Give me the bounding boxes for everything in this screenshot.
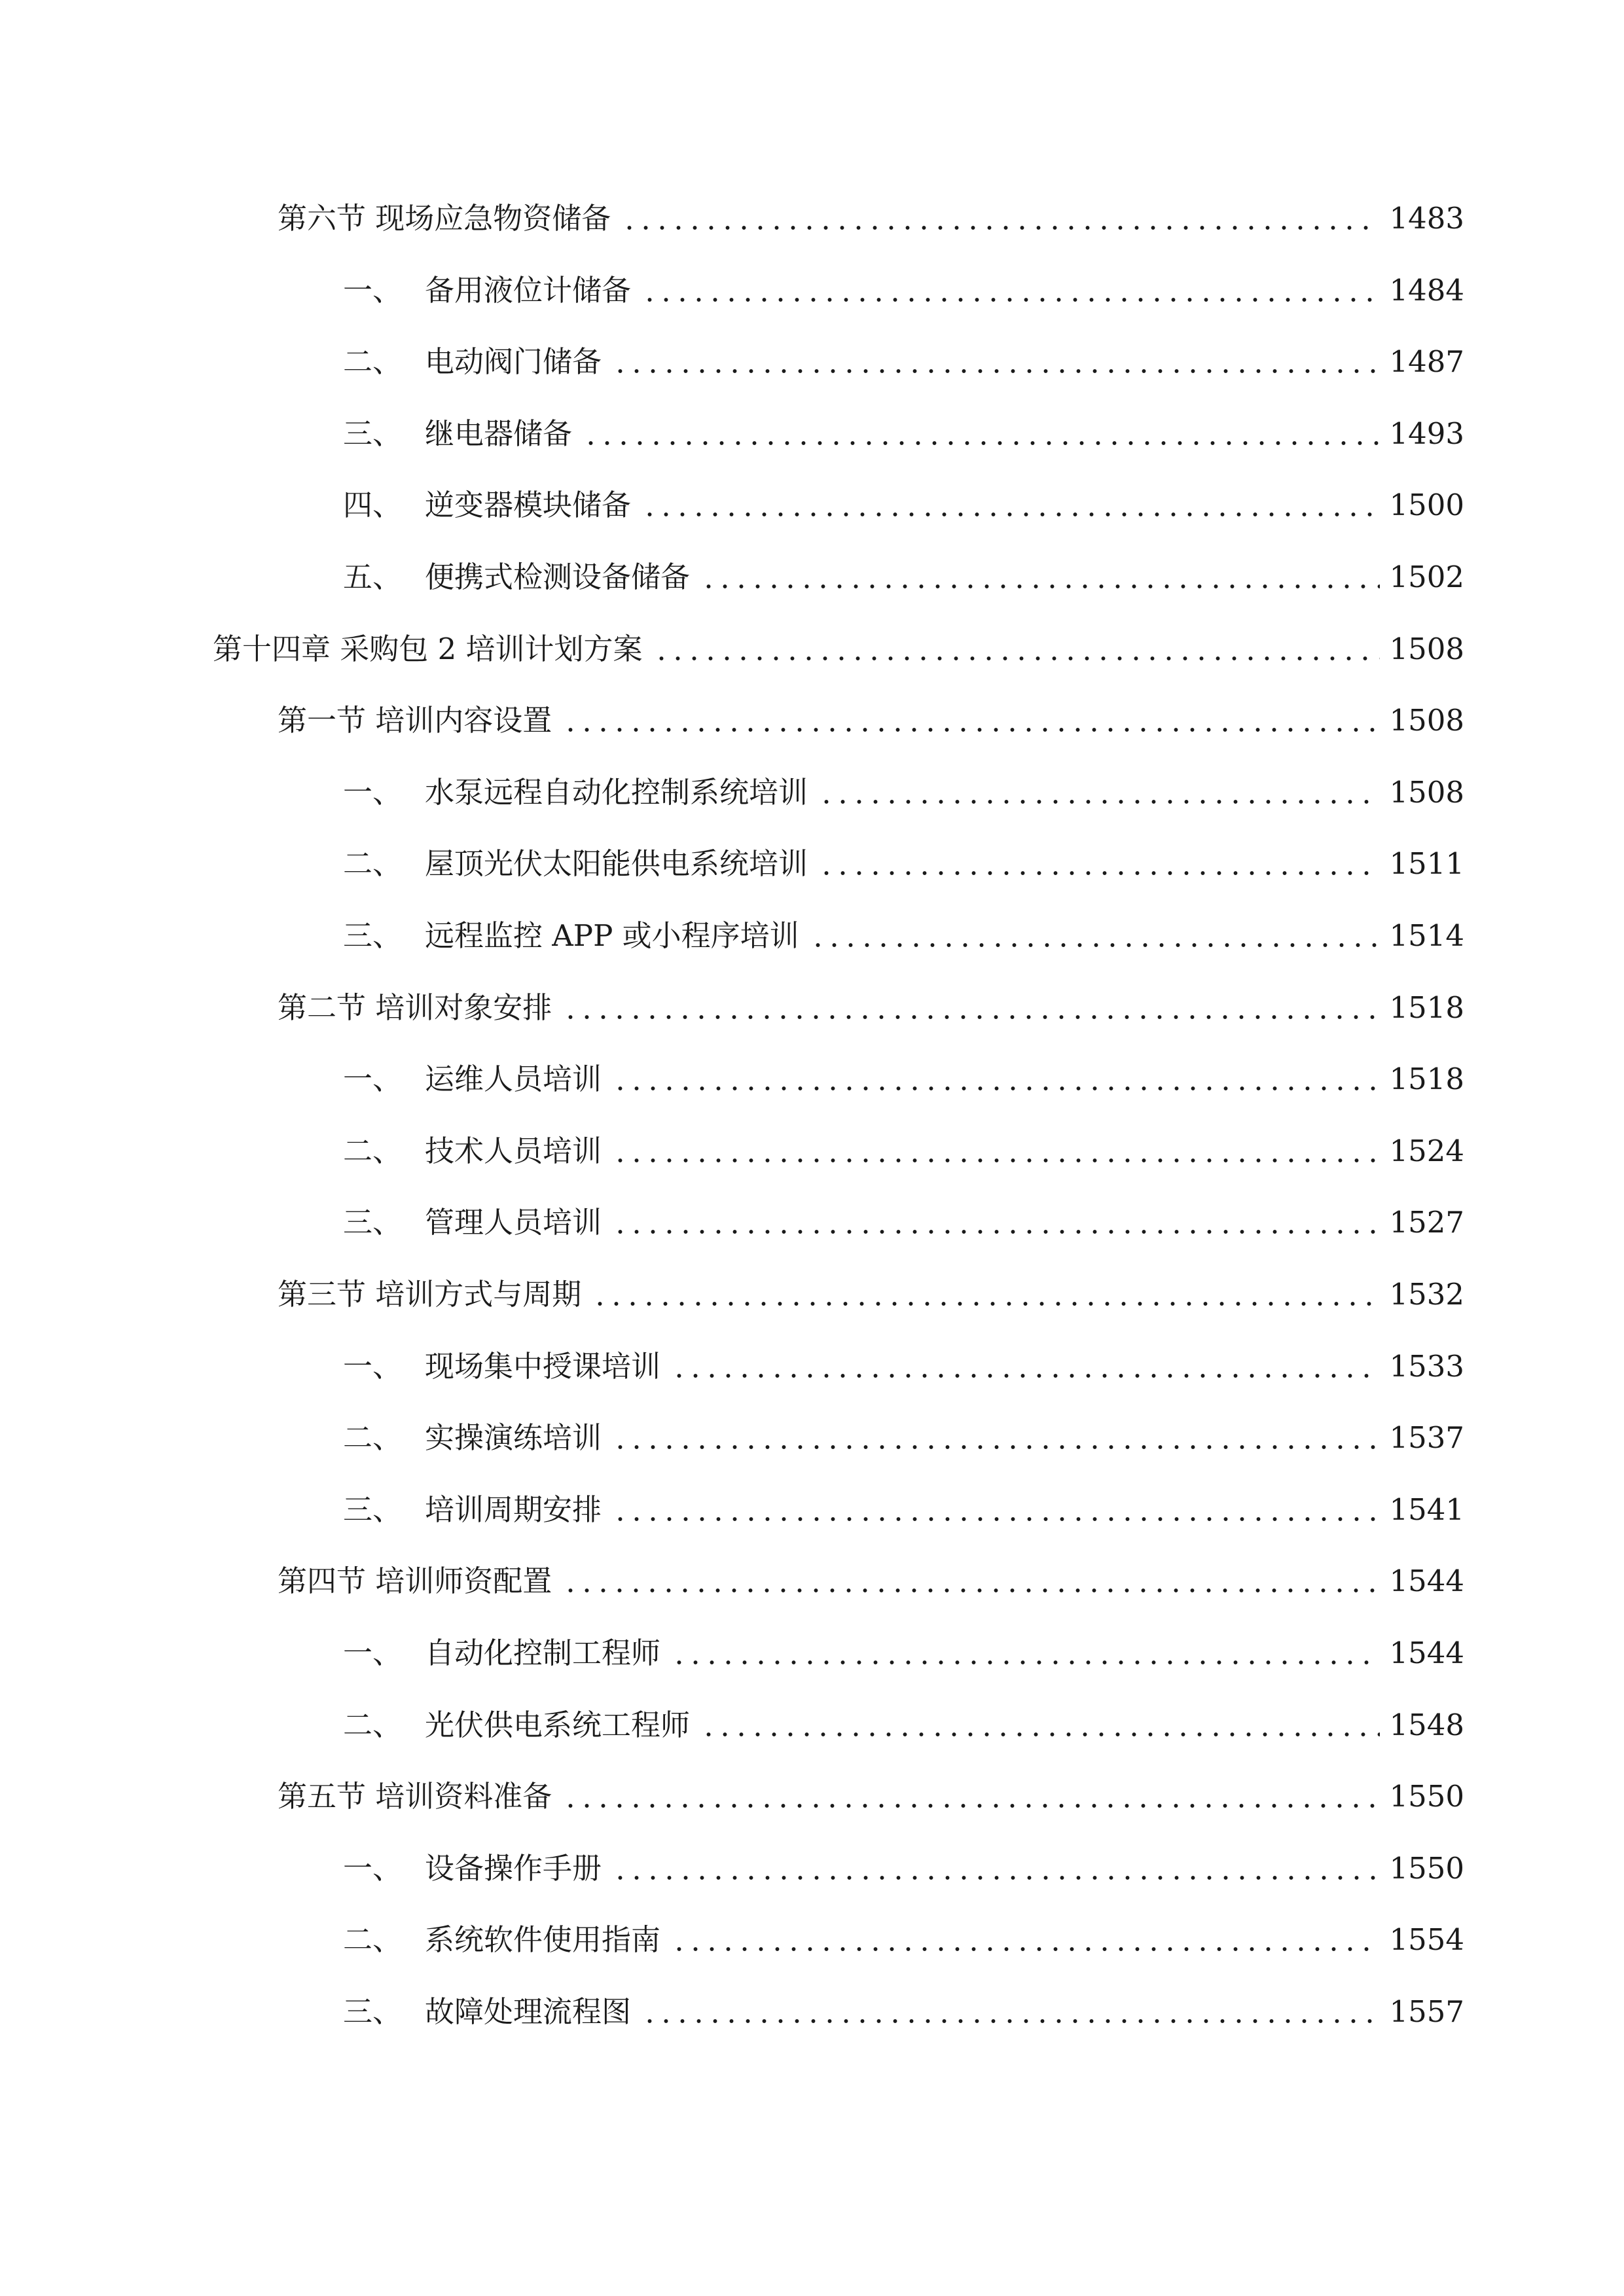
toc-entry[interactable]: [343, 336, 1464, 388]
toc-entry-number: 一、: [343, 1348, 403, 1384]
toc-entry[interactable]: [343, 1986, 1464, 2038]
toc-entry-page-number: 1508: [1389, 631, 1464, 666]
toc-entry-page-number: 1550: [1389, 1850, 1464, 1886]
toc-entry-number: 三、: [343, 1205, 403, 1240]
toc-entry-page-number: 1518: [1389, 990, 1464, 1025]
toc-entry-title: 运维人员培训: [425, 1062, 602, 1097]
toc-entry-page-number: 1502: [1389, 560, 1464, 594]
toc-entry-page-number: 1532: [1389, 1277, 1464, 1312]
toc-entry[interactable]: [343, 1125, 1464, 1177]
dot-leader: [818, 850, 1380, 878]
toc-entry-title: 现场集中授课培训: [425, 1348, 661, 1384]
toc-entry-number: 一、: [343, 272, 403, 308]
toc-entry-title: 水泵远程自动化控制系统培训: [425, 774, 808, 810]
dot-leader: [612, 1424, 1380, 1452]
toc-entry-title: 第一节 培训内容设置: [278, 703, 552, 738]
toc-entry-page-number: 1548: [1389, 1707, 1464, 1742]
toc-entry[interactable]: [278, 1555, 1464, 1607]
toc-entry[interactable]: [343, 551, 1464, 603]
toc-entry-number: 三、: [343, 1994, 403, 2029]
dot-leader: [562, 1782, 1380, 1811]
dot-leader: [700, 1711, 1380, 1740]
dot-leader: [612, 348, 1380, 376]
toc-entry[interactable]: [343, 766, 1464, 819]
toc-entry-page-number: 1500: [1389, 488, 1464, 523]
toc-entry-number: 二、: [343, 846, 403, 882]
toc-entry[interactable]: [278, 694, 1464, 747]
toc-entry[interactable]: [343, 264, 1464, 317]
toc-entry-title: 逆变器模块储备: [425, 488, 632, 523]
toc-entry-title: 电动阀门储备: [425, 344, 602, 380]
toc-entry-title: 设备操作手册: [425, 1850, 602, 1886]
toc-entry-number: 四、: [343, 488, 403, 523]
toc-entry-page-number: 1508: [1389, 774, 1464, 810]
toc-entry-title: 第二节 培训对象安排: [278, 990, 552, 1025]
dot-leader: [562, 994, 1380, 1022]
toc-entry[interactable]: [343, 479, 1464, 531]
toc-entry-title: 第四节 培训师资配置: [278, 1564, 552, 1599]
toc-entry-title: 自动化控制工程师: [425, 1636, 661, 1670]
dot-leader: [818, 778, 1380, 807]
toc-entry-page-number: 1511: [1389, 846, 1464, 882]
toc-entry-number: 二、: [343, 344, 403, 380]
dot-leader: [653, 635, 1380, 664]
toc-entry-title: 技术人员培训: [425, 1133, 602, 1168]
toc-entry-title: 管理人员培训: [425, 1205, 602, 1240]
toc-entry-title: 第五节 培训资料准备: [278, 1779, 552, 1814]
toc-entry[interactable]: [343, 408, 1464, 460]
toc-entry-page-number: 1544: [1389, 1564, 1464, 1599]
toc-entry-title: 光伏供电系统工程师: [425, 1707, 691, 1742]
toc-entry[interactable]: [278, 1268, 1464, 1321]
dot-leader: [671, 1926, 1380, 1954]
toc-entry-title: 备用液位计储备: [425, 272, 632, 308]
toc-entry-title: 实操演练培训: [425, 1420, 602, 1456]
dot-leader: [562, 1567, 1380, 1596]
toc-entry[interactable]: [343, 838, 1464, 890]
toc-entry-number: 二、: [343, 1133, 403, 1168]
dot-leader: [583, 420, 1380, 448]
toc-entry[interactable]: [343, 1053, 1464, 1105]
dot-leader: [592, 1280, 1380, 1309]
toc-entry[interactable]: [278, 982, 1464, 1034]
dot-leader: [562, 706, 1380, 735]
toc-entry-page-number: 1554: [1389, 1922, 1464, 1958]
toc-entry-page-number: 1518: [1389, 1062, 1464, 1097]
toc-entry-title: 培训周期安排: [425, 1492, 602, 1527]
toc-entry-title: 第六节 现场应急物资储备: [278, 201, 611, 236]
dot-leader: [612, 1496, 1380, 1524]
toc-entry[interactable]: [278, 192, 1464, 245]
toc-entry-number: 一、: [343, 774, 403, 810]
toc-entry[interactable]: [343, 1842, 1464, 1895]
dot-leader: [612, 1208, 1380, 1237]
dot-leader: [700, 563, 1380, 592]
toc-entry-page-number: 1527: [1389, 1205, 1464, 1240]
toc-entry-number: 一、: [343, 1850, 403, 1886]
toc-entry-page-number: 1557: [1389, 1994, 1464, 2029]
dot-leader: [612, 1065, 1380, 1094]
dot-leader: [671, 1352, 1380, 1381]
dot-leader: [671, 1639, 1380, 1668]
toc-entry-title: 第三节 培训方式与周期: [278, 1277, 582, 1312]
toc-entry-number: 三、: [343, 918, 403, 953]
toc-entry-title: 继电器储备: [425, 416, 573, 451]
toc-entry-number: 二、: [343, 1420, 403, 1456]
dot-leader: [641, 491, 1380, 520]
dot-leader: [612, 1137, 1380, 1166]
toc-entry[interactable]: [343, 1340, 1464, 1393]
toc-entry-page-number: 1533: [1389, 1348, 1464, 1384]
toc-entry[interactable]: [343, 910, 1464, 962]
toc-entry-title: 便携式检测设备储备: [425, 560, 691, 594]
toc-entry[interactable]: [343, 1412, 1464, 1464]
toc-entry-page-number: 1487: [1389, 344, 1464, 380]
toc-entry-number: 三、: [343, 416, 403, 451]
dot-leader: [621, 204, 1380, 233]
toc-entry[interactable]: [343, 1914, 1464, 1966]
dot-leader: [810, 922, 1380, 950]
toc-entry-page-number: 1514: [1389, 918, 1464, 953]
toc-entry-page-number: 1493: [1389, 416, 1464, 451]
toc-entry-number: 二、: [343, 1707, 403, 1742]
toc-entry[interactable]: [343, 1699, 1464, 1751]
dot-leader: [612, 1854, 1380, 1883]
dot-leader: [641, 1998, 1380, 2026]
toc-entry[interactable]: [343, 1627, 1464, 1679]
toc-entry-number: 三、: [343, 1492, 403, 1527]
toc-entry-title: 第十四章 采购包 2 培训计划方案: [213, 631, 643, 666]
toc-entry-page-number: 1537: [1389, 1420, 1464, 1456]
toc-entry-page-number: 1484: [1389, 272, 1464, 308]
toc-entry[interactable]: [343, 1196, 1464, 1249]
toc-entry-number: 一、: [343, 1636, 403, 1670]
toc-entry-title: 故障处理流程图: [425, 1994, 632, 2029]
toc-entry[interactable]: [343, 1484, 1464, 1536]
toc-entry-number: 五、: [343, 560, 403, 594]
toc-entry-page-number: 1483: [1389, 201, 1464, 236]
toc-entry-title: 屋顶光伏太阳能供电系统培训: [425, 846, 808, 882]
toc-entry-page-number: 1550: [1389, 1779, 1464, 1814]
dot-leader: [641, 276, 1380, 305]
toc-entry-page-number: 1541: [1389, 1492, 1464, 1527]
toc-entry-page-number: 1544: [1389, 1636, 1464, 1670]
toc-entry-number: 二、: [343, 1922, 403, 1958]
toc-entry[interactable]: [213, 623, 1464, 675]
toc-entry-title: 系统软件使用指南: [425, 1922, 661, 1958]
toc-entry-page-number: 1524: [1389, 1133, 1464, 1168]
toc-entry[interactable]: [278, 1770, 1464, 1823]
toc-entry-page-number: 1508: [1389, 703, 1464, 738]
toc-entry-number: 一、: [343, 1062, 403, 1097]
toc-entry-title: 远程监控 APP 或小程序培训: [425, 918, 799, 953]
